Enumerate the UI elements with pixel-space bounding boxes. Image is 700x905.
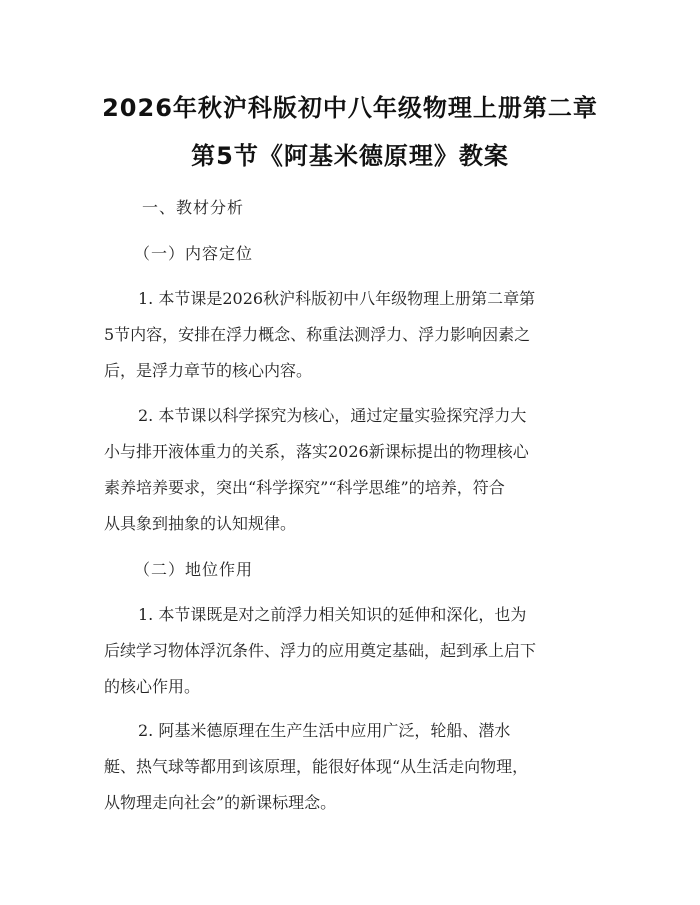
paragraph-line: 2. 阿基米德原理在生产生活中应用广泛，轮船、潜水 <box>138 721 511 740</box>
paragraph-line: 的核心作用。 <box>104 677 201 696</box>
subsection-heading-content-positioning: （一）内容定位 <box>134 244 254 263</box>
paragraph-line: 艇、热气球等都用到该原理，能很好体现“从生活走向物理， <box>104 757 529 776</box>
subsection-heading-status-role: （二）地位作用 <box>134 560 254 579</box>
paragraph-content-positioning-2 <box>104 398 604 542</box>
document-title-line-2: 第5节《阿基米德原理》教案 <box>191 142 509 170</box>
document-title-line-1: 2026年秋沪科版初中八年级物理上册第二章 <box>102 94 598 122</box>
paragraph-line: 素养培养要求，突出“科学探究”“科学思维”的培养，符合 <box>104 478 505 497</box>
section-heading-teaching-material-analysis: 一、教材分析 <box>142 198 245 217</box>
paragraph-line: 后，是浮力章节的核心内容。 <box>104 361 313 380</box>
paragraph-line: 1. 本节课是2026秋沪科版初中八年级物理上册第二章第 <box>138 289 536 308</box>
paragraph-line: 小与排开液体重力的关系，落实2026新课标提出的物理核心 <box>104 442 529 461</box>
paragraph-line: 从物理走向社会”的新课标理念。 <box>104 793 337 812</box>
paragraph-content-positioning-1 <box>104 281 604 389</box>
paragraph-status-role-1 <box>104 597 604 705</box>
paragraph-line: 1. 本节课既是对之前浮力相关知识的延伸和深化，也为 <box>138 605 527 624</box>
paragraph-line: 5节内容，安排在浮力概念、称重法测浮力、浮力影响因素之 <box>104 325 531 344</box>
paragraph-line: 2. 本节课以科学探究为核心，通过定量实验探究浮力大 <box>138 406 527 425</box>
paragraph-line: 从具象到抽象的认知规律。 <box>104 514 297 533</box>
paragraph-line: 后续学习物体浮沉条件、浮力的应用奠定基础，起到承上启下 <box>104 641 537 660</box>
paragraph-status-role-2 <box>104 713 604 821</box>
